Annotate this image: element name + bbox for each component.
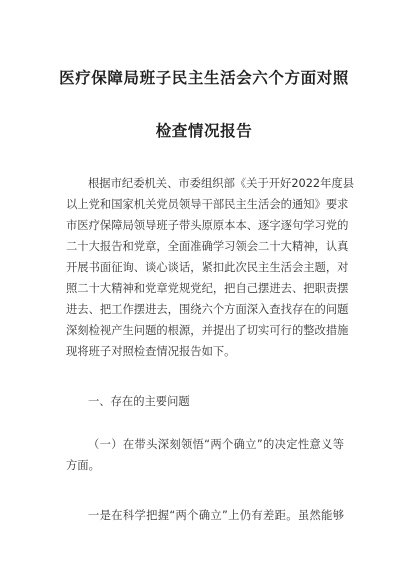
paragraph-line: 进去、把工作摆进去，围绕六个方面深入查找存在的问题 [66,303,349,316]
section-heading: 一、存在的主要问题 [88,395,190,408]
paragraph-line: 方面。 [66,459,100,472]
paragraph-line: 市医疗保障局领导班子带头原原本本、逐字逐句学习党的 [66,219,349,232]
paragraph-line: 深刻检视产生问题的根源，并提出了切实可行的整改措施 [66,324,349,337]
paragraph-line: 现将班子对照检查情况报告如下。 [66,345,236,358]
paragraph-line: 开展书面征询、谈心谈话，紧扣此次民主生活会主题，对 [66,261,349,274]
paragraph-line: 照二十大精神和党章党规党纪，把自己摆进去、把职责摆 [66,282,349,295]
paragraph-line: 一是在科学把握“两个确立”上仍有差距。虽然能够 [88,509,344,522]
document-title-line-2: 检查情况报告 [155,122,253,140]
paragraph-line: 二十大报告和党章，全面准确学习领会二十大精神，认真 [66,240,349,253]
paragraph-line: 以上党和国家机关党员领导干部民主生活会的通知》要求 [66,198,349,211]
document-title-line-1: 医疗保障局班子民主生活会六个方面对照 [59,69,349,87]
paragraph-line: （一）在带头深刻领悟“两个确立”的决定性意义等 [88,438,344,451]
paragraph-line: 根据市纪委机关、市委组织部《关于开好2022年度县 [88,177,354,190]
